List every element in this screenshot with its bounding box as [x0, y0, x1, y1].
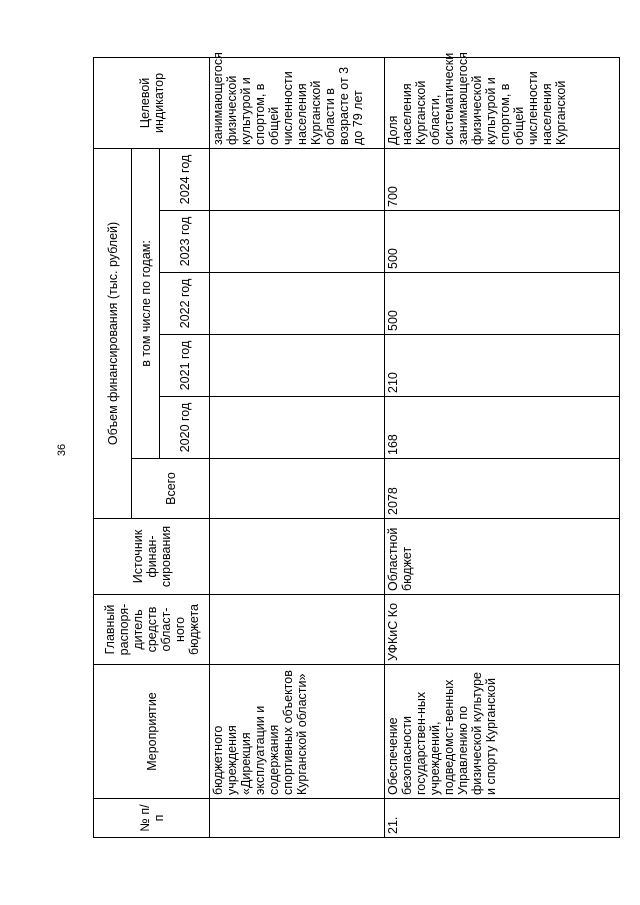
row-total: [210, 459, 385, 519]
row-manager: [210, 595, 385, 665]
row-source: Областной бюджет: [385, 519, 620, 595]
header-funding: Объем финансирования (тыс. рублей): [94, 148, 132, 518]
row-2023: 500: [385, 211, 620, 273]
row-num: 21.: [385, 799, 620, 838]
row-manager: УФКиС Ко: [385, 595, 620, 665]
row-event: бюджетного учреждения «Дирекция эксплуатации и содержания спортивных объектов Курганской области»: [210, 665, 385, 799]
row-2020: 168: [385, 397, 620, 459]
table-row: [385, 57, 620, 837]
page-number: 36: [56, 443, 68, 457]
row-2022: 500: [385, 273, 620, 335]
header-source: Источник финан-сирования: [94, 519, 210, 595]
row-indicator: Доля населения Курганской области, систематически занимающегося физической культурой и спортом, в общей численности населения Курганской: [385, 57, 620, 148]
row-total: 2078: [385, 459, 620, 519]
row-num: [210, 799, 385, 838]
header-year-2021: 2021 год: [160, 335, 210, 397]
rotated-page-content: [93, 52, 621, 838]
row-2022: [210, 273, 385, 335]
header-year-2023: 2023 год: [160, 211, 210, 273]
header-event: Мероприятие: [94, 665, 210, 799]
header-by-years: в том числе по годам:: [132, 148, 160, 458]
header-manager: Главный распоря-дитель средств област-ного бюджета: [94, 595, 210, 665]
row-2023: [210, 211, 385, 273]
row-2021: [210, 335, 385, 397]
funding-table: [93, 52, 620, 838]
header-year-2024: 2024 год: [160, 148, 210, 210]
header-total: Всего: [132, 459, 210, 519]
row-2024: [210, 148, 385, 210]
header-num: № п/п: [94, 799, 210, 838]
row-2020: [210, 397, 385, 459]
header-indicator: Целевой индикатор: [94, 57, 210, 148]
header-year-2022: 2022 год: [160, 273, 210, 335]
row-2024: 700: [385, 148, 620, 210]
row-event: Обеспечение безопасности государствен-ных учреждений, подведомст-венных Управлению по физической культуре и спорту Курганской: [385, 665, 620, 799]
table-row: [210, 57, 385, 837]
row-indicator: занимающегося физической культурой и спортом, в общей численности населения Курганской области в возрасте от 3 до 79 лет: [210, 57, 385, 148]
row-source: [210, 519, 385, 595]
header-year-2020: 2020 год: [160, 397, 210, 459]
row-2021: 210: [385, 335, 620, 397]
